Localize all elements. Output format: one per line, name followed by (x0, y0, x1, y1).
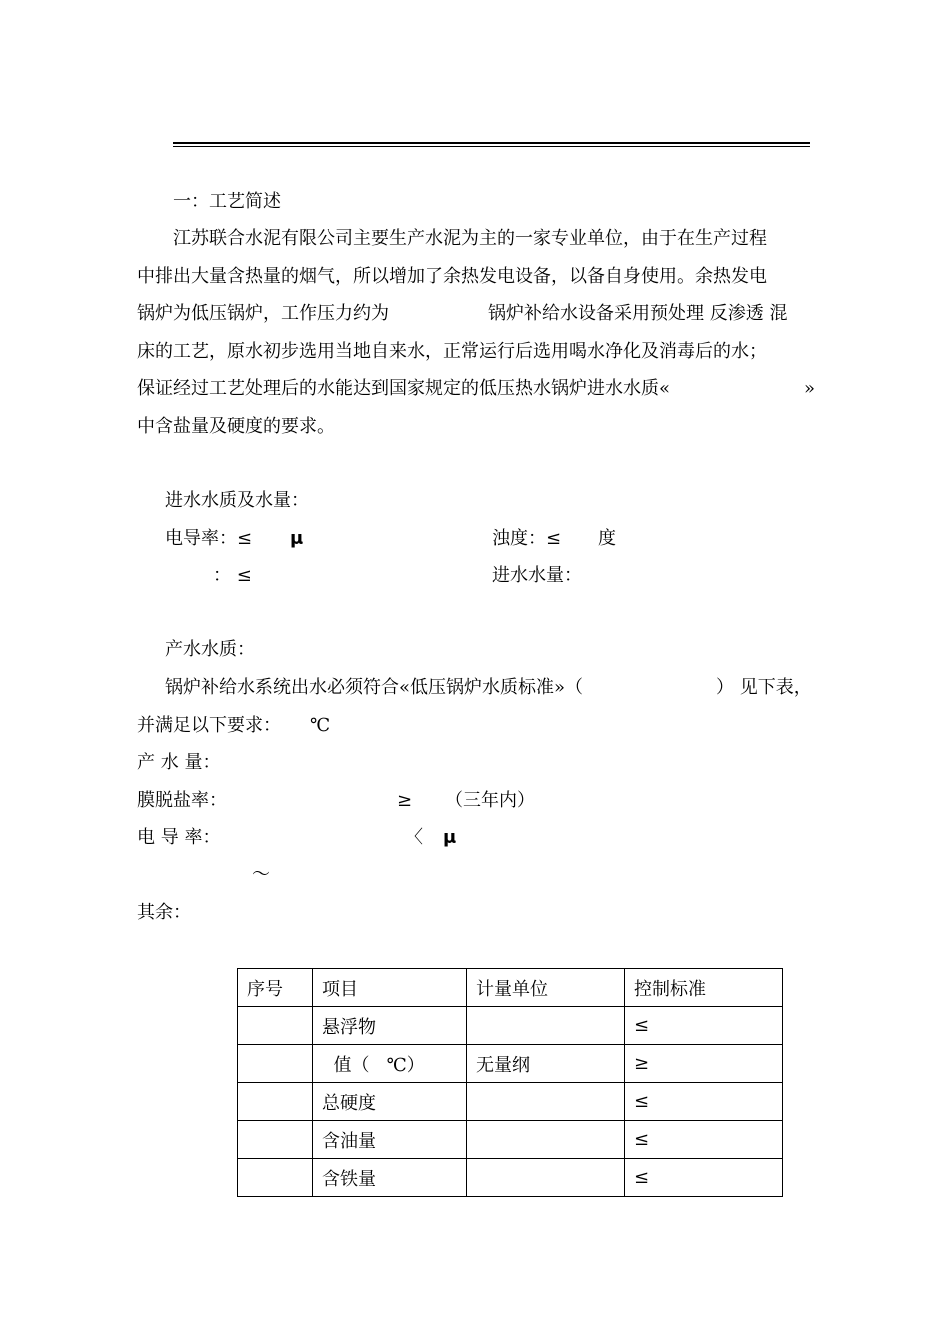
inlet-conductivity-unit: μ (290, 528, 304, 549)
table-cell: 悬浮物 (313, 1007, 467, 1045)
table-row (238, 1007, 783, 1045)
outlet-tilde: ～ (252, 864, 270, 885)
paragraph-line: 保证经过工艺处理后的水能达到国家规定的低压热水锅炉进水水质« (137, 378, 671, 399)
table-cell (238, 1121, 313, 1159)
table-cell: 含铁量 (313, 1159, 467, 1197)
outlet-conductivity-value: 〈 (405, 827, 423, 848)
table-header-cell: 项目 (313, 969, 467, 1007)
table-row (238, 1159, 783, 1197)
inlet-title: 进水水质及水量： (165, 490, 309, 511)
paragraph-line: 锅炉为低压锅炉，工作压力约为 (137, 303, 389, 324)
outlet-title: 产水水质： (165, 639, 255, 660)
paragraph-line: » (804, 378, 816, 399)
table-row (238, 1121, 783, 1159)
table-cell (467, 1083, 625, 1121)
paragraph-line: 江苏联合水泥有限公司主要生产水泥为主的一家专业单位，由于在生产过程 (173, 228, 767, 249)
table-cell (238, 1159, 313, 1197)
table-cell: ≤ (625, 1083, 783, 1121)
paragraph-line: 床的工艺，原水初步选用当地自来水，正常运行后选用喝水净化及消毒后的水； (137, 341, 767, 362)
table-cell: 含油量 (313, 1121, 467, 1159)
outlet-line: ） 见下表， (716, 677, 812, 698)
section-heading: 一：工艺简述 (173, 191, 281, 212)
table-header-row (238, 969, 783, 1007)
table-header-cell: 控制标准 (625, 969, 783, 1007)
table-cell (467, 1159, 625, 1197)
table-cell: 无量纲 (467, 1045, 625, 1083)
outlet-conductivity-unit: μ (443, 827, 457, 848)
inlet-turbidity-label: 浊度：≤ (492, 528, 562, 549)
table-header-cell: 序号 (238, 969, 313, 1007)
outlet-temperature-unit: ℃ (310, 715, 331, 736)
table-cell (467, 1007, 625, 1045)
outlet-rest-label: 其余： (137, 902, 191, 923)
table-cell: ≥ (625, 1045, 783, 1083)
outlet-line: 锅炉补给水系统出水必须符合«低压锅炉水质标准»（ (165, 677, 584, 698)
inlet-conductivity-label: 电导率：≤ (165, 528, 253, 549)
outlet-yield-label: 产 水 量： (137, 752, 221, 773)
paragraph-line: 锅炉补给水设备采用预处理 反渗透 混 (488, 303, 788, 324)
table-row (238, 1083, 783, 1121)
table-cell: 总硬度 (313, 1083, 467, 1121)
table-cell (467, 1121, 625, 1159)
inlet-flow-label: 进水水量： (492, 565, 582, 586)
paragraph-line: 中含盐量及硬度的要求。 (137, 416, 335, 437)
table-cell: ≤ (625, 1121, 783, 1159)
inlet-row2-label: ： ≤ (213, 565, 252, 586)
outlet-line: 并满足以下要求： (137, 715, 281, 736)
outlet-rejection-value: ≥ (397, 790, 413, 811)
inlet-turbidity-unit: 度 (598, 528, 616, 549)
table-cell: 值（ ℃） (313, 1045, 467, 1083)
table-cell (238, 1083, 313, 1121)
water-quality-table (237, 968, 783, 1197)
table-cell: ≤ (625, 1007, 783, 1045)
outlet-rejection-note: （三年内） (445, 790, 535, 811)
outlet-conductivity-label: 电 导 率： (137, 827, 221, 848)
paragraph-line: 中排出大量含热量的烟气，所以增加了余热发电设备，以备自身使用。余热发电 (137, 266, 767, 287)
table-row (238, 1045, 783, 1083)
table-cell (238, 1045, 313, 1083)
table-header-cell: 计量单位 (467, 969, 625, 1007)
table-cell (238, 1007, 313, 1045)
table-cell: ≤ (625, 1159, 783, 1197)
header-rule-thick (173, 142, 810, 144)
header-rule-thin (173, 146, 810, 147)
outlet-rejection-label: 膜脱盐率： (137, 790, 227, 811)
